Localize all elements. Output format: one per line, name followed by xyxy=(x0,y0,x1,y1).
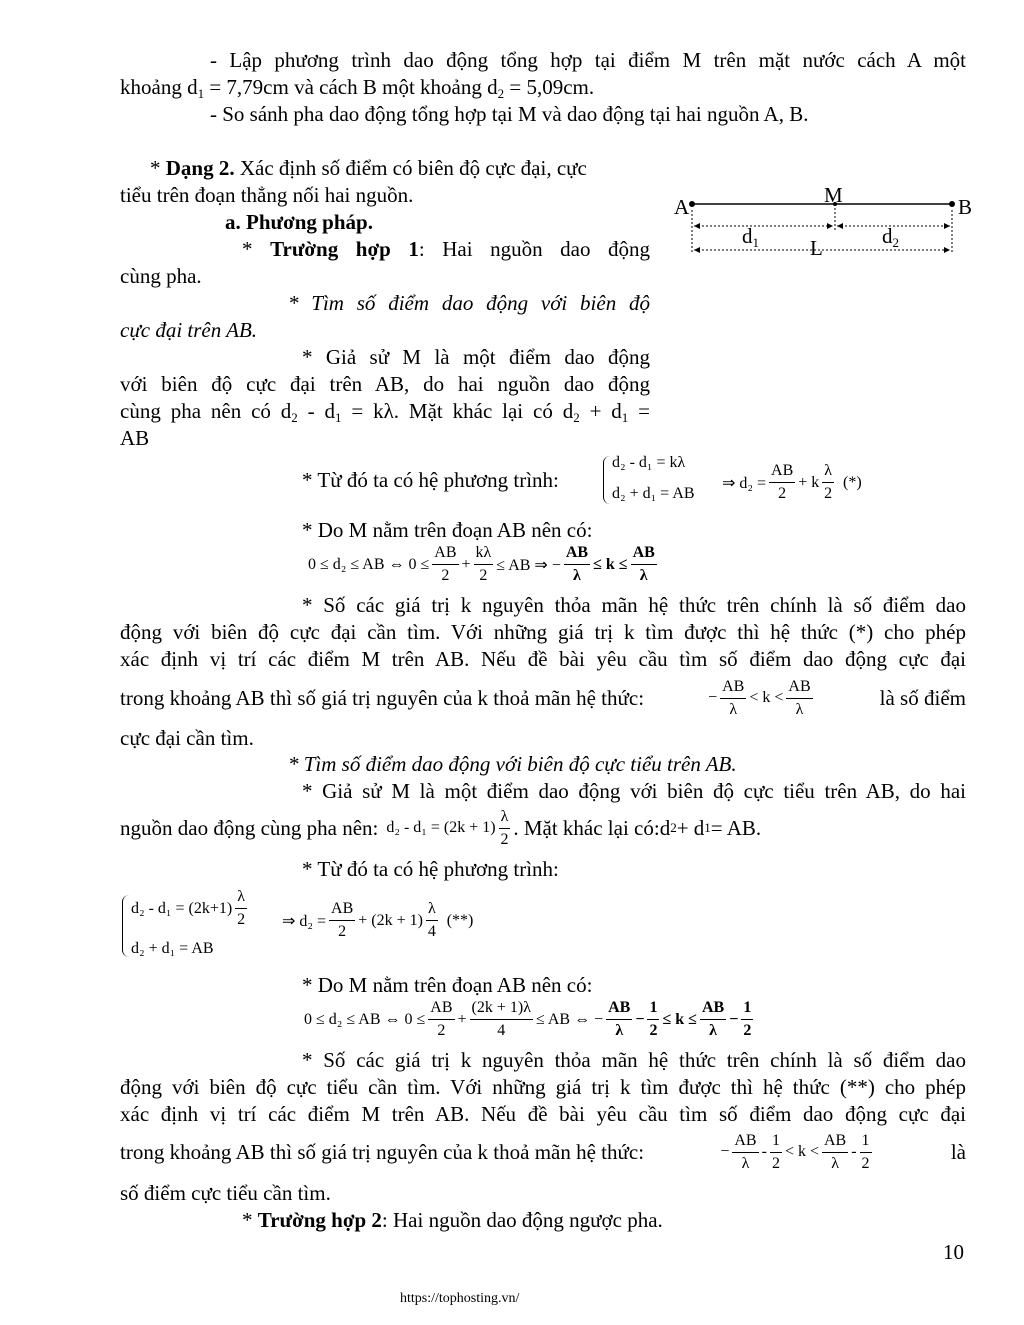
equation-result: ⇒ d₂ = $\frac{AB}{2}$ + k $\frac{\lambda}{2}$ (*) xyxy=(722,462,862,502)
text-line: tiểu trên đoạn thẳng nối hai nguồn. xyxy=(120,183,414,207)
label-d2: $d_2$ xyxy=(882,224,899,250)
text-line: cùng pha. xyxy=(120,264,202,288)
text-line: * Số các giá trị k nguyên thỏa mãn hệ thức trên chính là số điểm dao xyxy=(302,1048,966,1072)
equation-row: d₂ - d₁ = kλ xyxy=(612,454,686,471)
text-line: * Giả sử M là một điểm dao động với biên độ cực tiểu trên AB, do hai xyxy=(302,779,966,803)
label-b: B xyxy=(958,195,973,219)
text-line: xác định vị trí các điểm M trên AB. Nếu đề bài yêu cầu tìm số điểm dao động cực đại xyxy=(120,647,966,671)
text-line: khoảng $d_1 = 7,79cm$ và cách B một khoảng $d_2 = 5,09cm$. xyxy=(120,75,595,101)
text-line: xác định vị trí các điểm M trên AB. Nếu đề bài yêu cầu tìm số điểm dao động cực đại xyxy=(120,1102,966,1126)
text-line: * Từ đó ta có hệ phương trình: xyxy=(302,468,559,492)
equation-row: d₂ - d₁ = (2k+1) $\frac{\lambda}{2}$ xyxy=(131,888,246,928)
text-line: cùng pha nên có $d_2 - d_1 = k\lambda$. Mặt khác lại có $d_2 + d_1$ = xyxy=(120,399,651,425)
text-line: với biên độ cực đại trên AB, do hai nguồn dao động xyxy=(120,372,650,396)
label-a: A xyxy=(674,195,690,219)
text-line: số điểm cực tiểu cần tìm. xyxy=(120,1181,331,1205)
text-line: * Tìm số điểm dao động với biên độ xyxy=(288,291,650,315)
text-line: * Tìm số điểm dao động với biên độ cực tiểu trên AB. xyxy=(288,752,737,776)
equation-row: d₂ + d₁ = AB xyxy=(612,485,695,502)
label-l: L xyxy=(810,236,823,260)
text-line: trong khoảng AB thì số giá trị nguyên của k thoả mãn hệ thức: − $\frac{AB}{\lambda}$ < k < $\frac{AB}{\lambda}$ là số điểm xyxy=(120,677,966,718)
page-number: 10 xyxy=(943,1240,964,1264)
section-heading: * Dạng 2. Xác định số điểm có biên độ cực đại, cực xyxy=(150,156,587,180)
text-line: trong khoảng AB thì số giá trị nguyên của k thoả mãn hệ thức: − $\frac{AB}{\lambda}$ - $\frac{1}{2}$ < k < $\frac{AB}{\lambda}$ - $\frac{1}{2}$ là xyxy=(120,1131,966,1172)
text-line: * Giả sử M là một điểm dao động xyxy=(302,345,650,369)
text-line: - So sánh pha dao động tổng hợp tại M và dao động tại hai nguồn A, B. xyxy=(210,102,809,126)
segment-diagram xyxy=(670,180,980,260)
text-line: nguồn dao động cùng pha nên: d₂ - d₁ = (2k + 1) $\frac{\lambda}{2}$ . Mặt khác lại có:d 2 + d 1 = AB. xyxy=(120,807,762,848)
text-line: cực đại cần tìm. xyxy=(120,726,254,750)
brace xyxy=(603,456,610,504)
equation-result: ⇒ d₂ = $\frac{AB}{2}$ + (2k + 1) $\frac{\lambda}{4}$ (**) xyxy=(282,900,474,940)
text-line: - Lập phương trình dao động tổng hợp tại điểm M trên mặt nước cách A một xyxy=(210,48,966,72)
case-heading: * Trường hợp 1: Hai nguồn dao động xyxy=(242,237,651,261)
subheading: a. Phương pháp. xyxy=(225,210,373,234)
text-line: * Do M nằm trên đoạn AB nên có: xyxy=(302,973,593,997)
case-heading: * Trường hợp 2: Hai nguồn dao động ngược pha. xyxy=(242,1208,663,1232)
text-line: * Do M nằm trên đoạn AB nên có: xyxy=(302,518,593,542)
inequality: 0 ≤ d₂ ≤ AB ⇔ 0 ≤ $\frac{AB}{2}$ + $\frac{k\lambda}{2}$ ≤ AB ⇒ − $\frac{AB}{\lambda}$ ≤ k ≤ $\frac{AB}{\lambda}$ xyxy=(308,544,655,584)
point-a xyxy=(689,201,695,207)
inequality: 0 ≤ d₂ ≤ AB ⇔ 0 ≤ $\frac{AB}{2}$ + $\frac{(2k + 1)\lambda}{4}$ ≤ AB ⇔ − $\frac{AB}{\lambda}$ − $\frac{1}{2}$ ≤ k ≤ $\frac{AB}{\lambda}$ − $\frac{1}{2}$ xyxy=(304,999,752,1039)
text-line: động với biên độ cực đại cần tìm. Với những giá trị k tìm được thì hệ thức (*) cho phép xyxy=(120,620,966,644)
brace xyxy=(122,895,129,957)
label-d1: $d_1$ xyxy=(742,224,759,250)
equation-row: d₂ + d₁ = AB xyxy=(131,940,214,957)
text-line: AB xyxy=(120,426,150,450)
text-line: * Từ đó ta có hệ phương trình: xyxy=(302,857,559,881)
text-line: * Số các giá trị k nguyên thỏa mãn hệ thức trên chính là số điểm dao xyxy=(302,593,966,617)
text-line: cực đại trên AB. xyxy=(120,318,258,342)
label-m: M xyxy=(824,183,843,207)
point-b xyxy=(949,201,955,207)
text-line: động với biên độ cực tiểu cần tìm. Với những giá trị k tìm được thì hệ thức (**) cho phép xyxy=(120,1075,966,1099)
footer-url[interactable]: https://tophosting.vn/ xyxy=(400,1291,520,1306)
